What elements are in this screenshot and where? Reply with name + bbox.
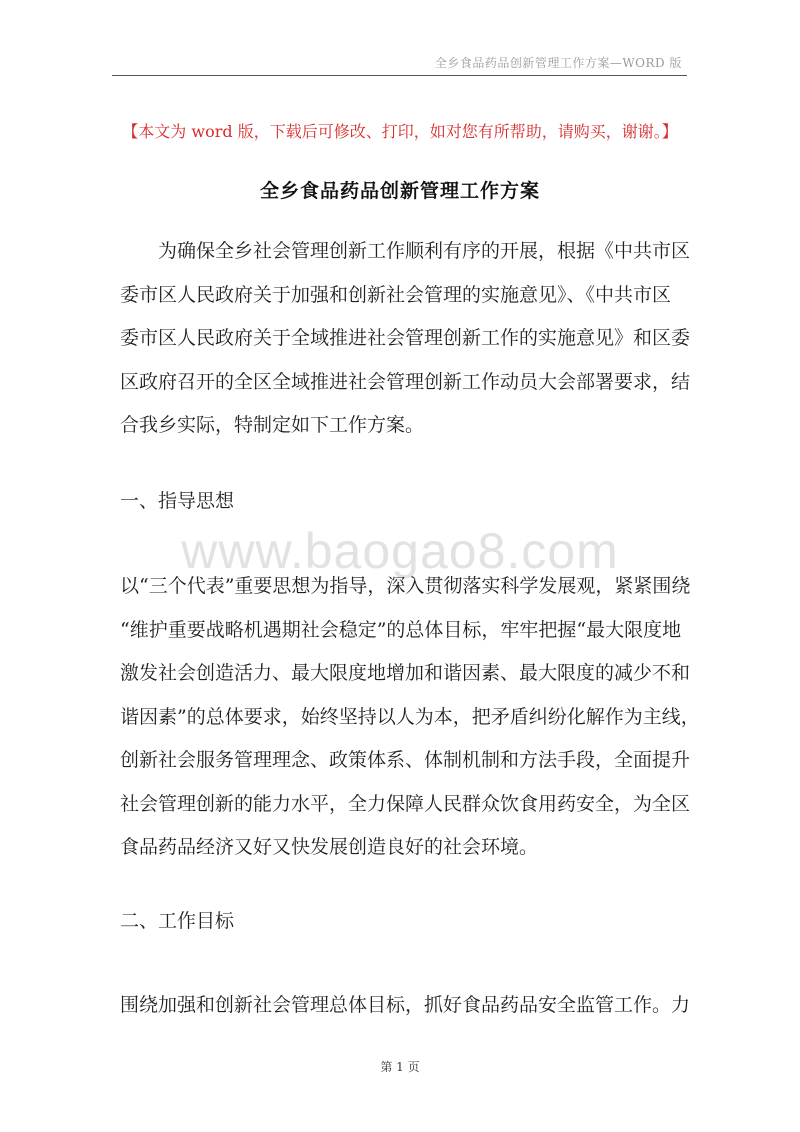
guiding-line: 食品药品经济又好又快发展创造良好的社会环境。 — [120, 836, 539, 858]
intro-paragraph — [120, 230, 691, 448]
page-number: 第 1 页 — [380, 1060, 420, 1074]
guiding-line: “维护重要战略机遇期社会稳定”的总体目标，牢牢把握“最大限度地 — [120, 618, 682, 641]
intro-line: 委市区人民政府关于全域推进社会管理创新工作的实施意见》和区委 — [120, 327, 691, 349]
document-title: 全乡食品药品创新管理工作方案 — [259, 180, 540, 202]
intro-line: 为确保全乡社会管理创新工作顺利有序的开展，根据《中共市区 — [158, 240, 691, 262]
guiding-line: 谐因素”的总体要求，始终坚持以人为本，把矛盾纠纷化解作为主线， — [120, 705, 700, 728]
section-heading-work-goals: 二、工作目标 — [120, 910, 235, 932]
watermark: www.baogao8.com — [181, 523, 619, 579]
guiding-line: 以“三个代表”重要思想为指导，深入贯彻落实科学发展观，紧紧围绕 — [120, 575, 691, 597]
intro-line: 区政府召开的全区全域推进社会管理创新工作动员大会部署要求，结 — [120, 370, 691, 393]
guiding-line: 社会管理创新的能力水平，全力保障人民群众饮食用药安全，为全区 — [120, 792, 691, 815]
section-heading-guiding-ideology: 一、指导思想 — [120, 490, 235, 512]
guiding-ideology-paragraph — [120, 565, 700, 870]
work-goals-paragraph — [120, 984, 691, 1028]
page-header-title: 全乡食品药品创新管理工作方案—WORD 版 — [434, 56, 682, 70]
guiding-line: 创新社会服务管理理念、政策体系、体制机制和方法手段，全面提升 — [120, 749, 691, 771]
intro-line: 委市区人民政府关于加强和创新社会管理的实施意见》、《中共市区 — [120, 283, 672, 306]
header-divider — [112, 75, 687, 76]
goals-line: 围绕加强和创新社会管理总体目标，抓好食品药品安全监管工作。力 — [120, 994, 691, 1016]
guiding-line: 激发社会创造活力、最大限度地增加和谐因素、最大限度的减少不和 — [120, 662, 691, 684]
intro-line: 合我乡实际，特制定如下工作方案。 — [120, 414, 425, 436]
purchase-notice: 【本文为 word 版，下载后可修改、打印，如对您有所帮助，请购买，谢谢。】 — [122, 122, 678, 141]
